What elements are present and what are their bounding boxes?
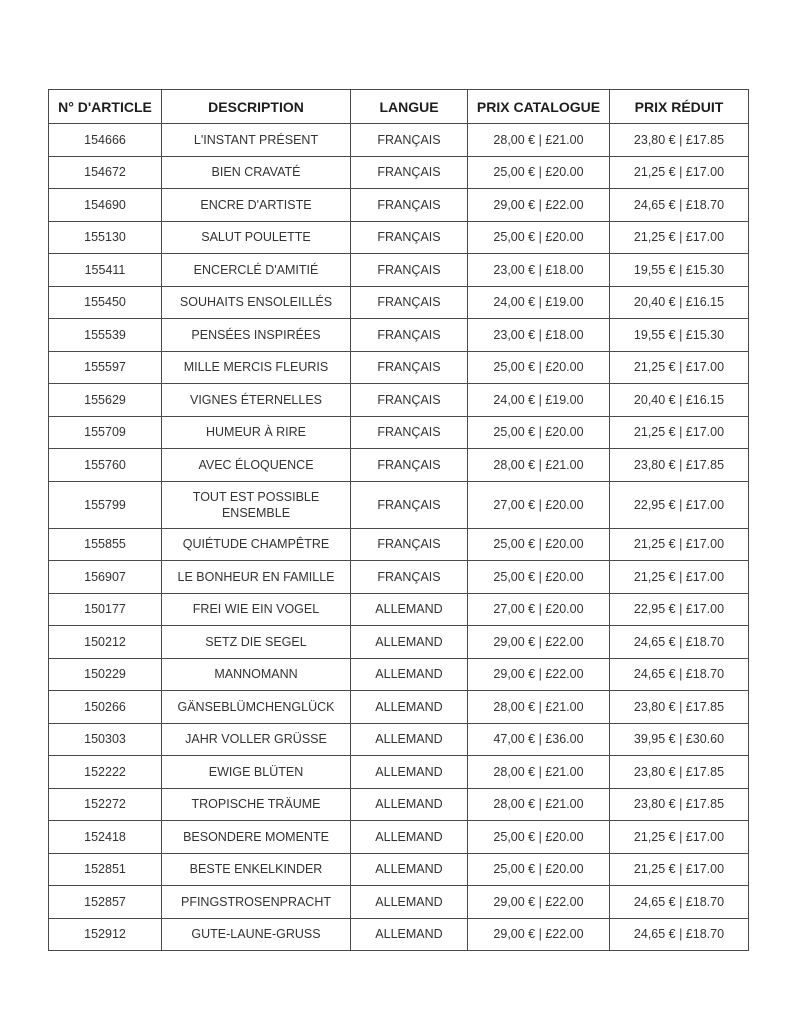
table-row — [49, 528, 749, 561]
cell-reduced-price: 23,80 € | £17.85 — [610, 449, 749, 482]
cell-reduced-price: 21,25 € | £17.00 — [610, 528, 749, 561]
cell-catalog-price: 25,00 € | £20.00 — [468, 351, 610, 384]
cell-reduced-price: 22,95 € | £17.00 — [610, 481, 749, 528]
cell-article-number: 154666 — [49, 124, 162, 157]
cell-catalog-price: 27,00 € | £20.00 — [468, 593, 610, 626]
cell-catalog-price: 28,00 € | £21.00 — [468, 449, 610, 482]
cell-article-number: 155709 — [49, 416, 162, 449]
cell-language: FRANÇAIS — [351, 449, 468, 482]
cell-language: FRANÇAIS — [351, 156, 468, 189]
cell-reduced-price: 39,95 € | £30.60 — [610, 723, 749, 756]
cell-catalog-price: 29,00 € | £22.00 — [468, 918, 610, 951]
cell-article-number: 150212 — [49, 626, 162, 659]
table-row — [49, 156, 749, 189]
cell-language: FRANÇAIS — [351, 416, 468, 449]
table-row — [49, 691, 749, 724]
cell-article-number: 152857 — [49, 886, 162, 919]
cell-language: ALLEMAND — [351, 756, 468, 789]
table-row — [49, 821, 749, 854]
cell-reduced-price: 24,65 € | £18.70 — [610, 886, 749, 919]
header-language: LANGUE — [351, 90, 468, 124]
cell-language: ALLEMAND — [351, 691, 468, 724]
cell-language: FRANÇAIS — [351, 351, 468, 384]
cell-article-number: 152272 — [49, 788, 162, 821]
cell-reduced-price: 21,25 € | £17.00 — [610, 561, 749, 594]
cell-description: SALUT POULETTE — [162, 221, 351, 254]
cell-article-number: 152418 — [49, 821, 162, 854]
cell-description: MANNOMANN — [162, 658, 351, 691]
cell-article-number: 155855 — [49, 528, 162, 561]
table-row — [49, 918, 749, 951]
cell-description: ENCERCLÉ D'AMITIÉ — [162, 254, 351, 287]
cell-article-number: 152222 — [49, 756, 162, 789]
table-row — [49, 626, 749, 659]
table-row — [49, 124, 749, 157]
cell-catalog-price: 28,00 € | £21.00 — [468, 788, 610, 821]
cell-description: HUMEUR À RIRE — [162, 416, 351, 449]
cell-description: EWIGE BLÜTEN — [162, 756, 351, 789]
cell-reduced-price: 23,80 € | £17.85 — [610, 788, 749, 821]
cell-article-number: 150303 — [49, 723, 162, 756]
table-row — [49, 658, 749, 691]
cell-language: FRANÇAIS — [351, 221, 468, 254]
cell-article-number: 152851 — [49, 853, 162, 886]
cell-reduced-price: 19,55 € | £15.30 — [610, 319, 749, 352]
cell-description: FREI WIE EIN VOGEL — [162, 593, 351, 626]
cell-reduced-price: 24,65 € | £18.70 — [610, 626, 749, 659]
cell-language: FRANÇAIS — [351, 481, 468, 528]
cell-catalog-price: 24,00 € | £19.00 — [468, 286, 610, 319]
cell-reduced-price: 24,65 € | £18.70 — [610, 658, 749, 691]
cell-description: MILLE MERCIS FLEURIS — [162, 351, 351, 384]
cell-description: SETZ DIE SEGEL — [162, 626, 351, 659]
cell-article-number: 155450 — [49, 286, 162, 319]
cell-article-number: 152912 — [49, 918, 162, 951]
cell-description: PFINGSTROSENPRACHT — [162, 886, 351, 919]
cell-reduced-price: 19,55 € | £15.30 — [610, 254, 749, 287]
cell-article-number: 155629 — [49, 384, 162, 417]
cell-reduced-price: 21,25 € | £17.00 — [610, 416, 749, 449]
table-row — [49, 319, 749, 352]
cell-language: ALLEMAND — [351, 788, 468, 821]
cell-description: VIGNES ÉTERNELLES — [162, 384, 351, 417]
cell-description: GÄNSEBLÜMCHENGLÜCK — [162, 691, 351, 724]
cell-catalog-price: 25,00 € | £20.00 — [468, 561, 610, 594]
header-reduced-price: PRIX RÉDUIT — [610, 90, 749, 124]
table-row — [49, 756, 749, 789]
cell-reduced-price: 24,65 € | £18.70 — [610, 918, 749, 951]
cell-article-number: 154672 — [49, 156, 162, 189]
cell-description: BESTE ENKELKINDER — [162, 853, 351, 886]
cell-description: LE BONHEUR EN FAMILLE — [162, 561, 351, 594]
table-row — [49, 886, 749, 919]
cell-reduced-price: 23,80 € | £17.85 — [610, 756, 749, 789]
cell-catalog-price: 23,00 € | £18.00 — [468, 319, 610, 352]
cell-language: FRANÇAIS — [351, 319, 468, 352]
cell-language: ALLEMAND — [351, 918, 468, 951]
cell-description: ENCRE D'ARTISTE — [162, 189, 351, 222]
table-row — [49, 723, 749, 756]
table-row — [49, 189, 749, 222]
cell-language: FRANÇAIS — [351, 286, 468, 319]
header-article-number: N° D'ARTICLE — [49, 90, 162, 124]
cell-catalog-price: 25,00 € | £20.00 — [468, 821, 610, 854]
cell-description: SOUHAITS ENSOLEILLÉS — [162, 286, 351, 319]
cell-catalog-price: 47,00 € | £36.00 — [468, 723, 610, 756]
cell-reduced-price: 24,65 € | £18.70 — [610, 189, 749, 222]
price-table — [48, 89, 749, 951]
table-row — [49, 254, 749, 287]
cell-article-number: 150266 — [49, 691, 162, 724]
cell-language: ALLEMAND — [351, 853, 468, 886]
cell-article-number: 155411 — [49, 254, 162, 287]
cell-catalog-price: 29,00 € | £22.00 — [468, 886, 610, 919]
cell-catalog-price: 25,00 € | £20.00 — [468, 221, 610, 254]
cell-language: ALLEMAND — [351, 723, 468, 756]
cell-description: BESONDERE MOMENTE — [162, 821, 351, 854]
cell-catalog-price: 25,00 € | £20.00 — [468, 528, 610, 561]
table-row — [49, 286, 749, 319]
cell-catalog-price: 29,00 € | £22.00 — [468, 189, 610, 222]
cell-description: L'INSTANT PRÉSENT — [162, 124, 351, 157]
table-row — [49, 853, 749, 886]
cell-reduced-price: 21,25 € | £17.00 — [610, 821, 749, 854]
cell-article-number: 155597 — [49, 351, 162, 384]
table-row — [49, 221, 749, 254]
cell-article-number: 155130 — [49, 221, 162, 254]
cell-catalog-price: 28,00 € | £21.00 — [468, 756, 610, 789]
cell-reduced-price: 22,95 € | £17.00 — [610, 593, 749, 626]
cell-language: ALLEMAND — [351, 821, 468, 854]
cell-description: TOUT EST POSSIBLE ENSEMBLE — [162, 481, 351, 528]
cell-catalog-price: 24,00 € | £19.00 — [468, 384, 610, 417]
table-row — [49, 593, 749, 626]
cell-catalog-price: 28,00 € | £21.00 — [468, 124, 610, 157]
cell-language: FRANÇAIS — [351, 254, 468, 287]
cell-catalog-price: 28,00 € | £21.00 — [468, 691, 610, 724]
table-row — [49, 449, 749, 482]
cell-catalog-price: 27,00 € | £20.00 — [468, 481, 610, 528]
cell-language: FRANÇAIS — [351, 528, 468, 561]
cell-description: BIEN CRAVATÉ — [162, 156, 351, 189]
cell-language: ALLEMAND — [351, 658, 468, 691]
cell-language: FRANÇAIS — [351, 189, 468, 222]
cell-catalog-price: 25,00 € | £20.00 — [468, 416, 610, 449]
cell-reduced-price: 20,40 € | £16.15 — [610, 384, 749, 417]
cell-catalog-price: 29,00 € | £22.00 — [468, 626, 610, 659]
table-row — [49, 481, 749, 528]
cell-description: PENSÉES INSPIRÉES — [162, 319, 351, 352]
cell-catalog-price: 23,00 € | £18.00 — [468, 254, 610, 287]
table-row — [49, 416, 749, 449]
cell-reduced-price: 21,25 € | £17.00 — [610, 853, 749, 886]
cell-language: ALLEMAND — [351, 886, 468, 919]
cell-reduced-price: 23,80 € | £17.85 — [610, 691, 749, 724]
cell-description: AVEC ÉLOQUENCE — [162, 449, 351, 482]
cell-article-number: 155799 — [49, 481, 162, 528]
cell-catalog-price: 25,00 € | £20.00 — [468, 853, 610, 886]
table-row — [49, 788, 749, 821]
header-description: DESCRIPTION — [162, 90, 351, 124]
cell-reduced-price: 21,25 € | £17.00 — [610, 221, 749, 254]
cell-description: QUIÉTUDE CHAMPÊTRE — [162, 528, 351, 561]
cell-article-number: 156907 — [49, 561, 162, 594]
table-row — [49, 384, 749, 417]
cell-reduced-price: 21,25 € | £17.00 — [610, 351, 749, 384]
cell-language: ALLEMAND — [351, 593, 468, 626]
cell-article-number: 154690 — [49, 189, 162, 222]
cell-language: FRANÇAIS — [351, 124, 468, 157]
cell-article-number: 155539 — [49, 319, 162, 352]
cell-reduced-price: 20,40 € | £16.15 — [610, 286, 749, 319]
cell-article-number: 150229 — [49, 658, 162, 691]
table-row — [49, 561, 749, 594]
cell-reduced-price: 21,25 € | £17.00 — [610, 156, 749, 189]
table-row — [49, 351, 749, 384]
header-row — [49, 90, 749, 124]
cell-description: JAHR VOLLER GRÜSSE — [162, 723, 351, 756]
header-catalog-price: PRIX CATALOGUE — [468, 90, 610, 124]
cell-language: FRANÇAIS — [351, 561, 468, 594]
cell-article-number: 155760 — [49, 449, 162, 482]
cell-catalog-price: 25,00 € | £20.00 — [468, 156, 610, 189]
cell-description: TROPISCHE TRÄUME — [162, 788, 351, 821]
cell-language: ALLEMAND — [351, 626, 468, 659]
cell-description: GUTE-LAUNE-GRUSS — [162, 918, 351, 951]
table-body — [49, 124, 749, 951]
cell-catalog-price: 29,00 € | £22.00 — [468, 658, 610, 691]
cell-article-number: 150177 — [49, 593, 162, 626]
cell-reduced-price: 23,80 € | £17.85 — [610, 124, 749, 157]
cell-language: FRANÇAIS — [351, 384, 468, 417]
